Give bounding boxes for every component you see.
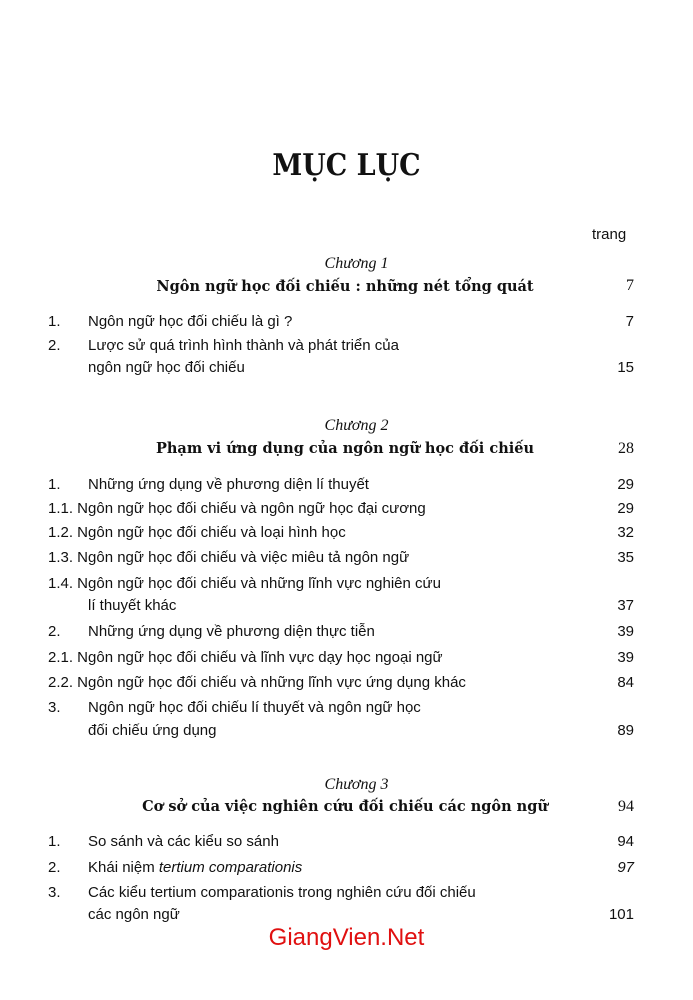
toc-entry — [88, 859, 302, 876]
entry-page: 94 — [617, 833, 634, 850]
entry-page: 89 — [617, 722, 634, 739]
entry-page: 29 — [617, 500, 634, 517]
chapter-title: Phạm vi ứng dụng của ngôn ngữ học đối chiếu — [155, 440, 535, 457]
toc-entry-continued: lí thuyết khác — [88, 597, 177, 614]
toc-entry: Những ứng dụng về phương diện lí thuyết — [88, 476, 369, 493]
chapter-title: Cơ sở của việc nghiên cứu đối chiếu các ngôn ngữ — [142, 798, 548, 815]
chapter-page: 28 — [618, 440, 634, 457]
item-number: 3. — [48, 699, 61, 716]
chapter-label: Chương 3 — [324, 776, 389, 793]
item-number: 2. — [48, 859, 61, 876]
entry-page: 101 — [608, 906, 634, 923]
toc-entry: 1.3. Ngôn ngữ học đối chiếu và việc miêu tả ngôn ngữ — [48, 549, 410, 566]
entry-page: 39 — [617, 623, 634, 640]
toc-entry: So sánh và các kiểu so sánh — [88, 833, 279, 850]
item-number: 3. — [48, 884, 61, 901]
page-column-label: trang — [592, 226, 627, 243]
toc-entry-continued: đối chiếu ứng dụng — [88, 722, 217, 739]
item-number: 1. — [48, 833, 61, 850]
item-number: 2. — [48, 337, 61, 354]
toc-entry: Những ứng dụng về phương diện thực tiễn — [88, 623, 375, 640]
entry-page: 15 — [617, 359, 634, 376]
toc-entry-continued: các ngôn ngữ — [88, 906, 180, 923]
toc-entry: Các kiểu tertium comparationis trong nghiên cứu đối chiếu — [88, 884, 476, 901]
entry-page: 7 — [625, 313, 634, 330]
chapter-label: Chương 2 — [324, 417, 389, 434]
toc-entry: Ngôn ngữ học đối chiếu là gì ? — [88, 313, 293, 330]
toc-entry: 2.2. Ngôn ngữ học đối chiếu và những lĩnh vực ứng dụng khác — [48, 674, 466, 691]
item-number: 1. — [48, 313, 61, 330]
chapter-label: Chương 1 — [324, 255, 389, 272]
toc-entry: 1.1. Ngôn ngữ học đối chiếu và ngôn ngữ học đại cương — [48, 500, 426, 517]
entry-page: 29 — [617, 476, 634, 493]
toc-entry: 1.2. Ngôn ngữ học đối chiếu và loại hình học — [48, 524, 346, 541]
toc-entry: Ngôn ngữ học đối chiếu lí thuyết và ngôn ngữ học — [88, 699, 421, 716]
toc-entry: 1.4. Ngôn ngữ học đối chiếu và những lĩnh vực nghiên cứu — [48, 575, 441, 592]
watermark: GiangVien.Net — [268, 924, 425, 951]
entry-page: 37 — [617, 597, 634, 614]
chapter-page: 94 — [618, 798, 634, 815]
toc-entry-continued: ngôn ngữ học đối chiếu — [88, 359, 245, 376]
chapter-page: 7 — [626, 277, 634, 294]
entry-text: Khái niệm — [88, 859, 159, 876]
entry-page: 97 — [617, 859, 634, 876]
entry-page: 35 — [617, 549, 634, 566]
page-title: MỤC LỤC — [272, 148, 421, 183]
item-number: 1. — [48, 476, 61, 493]
chapter-title: Ngôn ngữ học đối chiếu : những nét tổng quát — [156, 278, 534, 295]
toc-entry: 2.1. Ngôn ngữ học đối chiếu và lĩnh vực dạy học ngoại ngữ — [48, 649, 443, 666]
entry-page: 32 — [617, 524, 634, 541]
entry-page: 39 — [617, 649, 634, 666]
entry-italic-text: tertium comparationis — [158, 859, 303, 876]
entry-page: 84 — [617, 674, 634, 691]
toc-entry: Lược sử quá trình hình thành và phát triển của — [88, 337, 399, 354]
item-number: 2. — [48, 623, 61, 640]
